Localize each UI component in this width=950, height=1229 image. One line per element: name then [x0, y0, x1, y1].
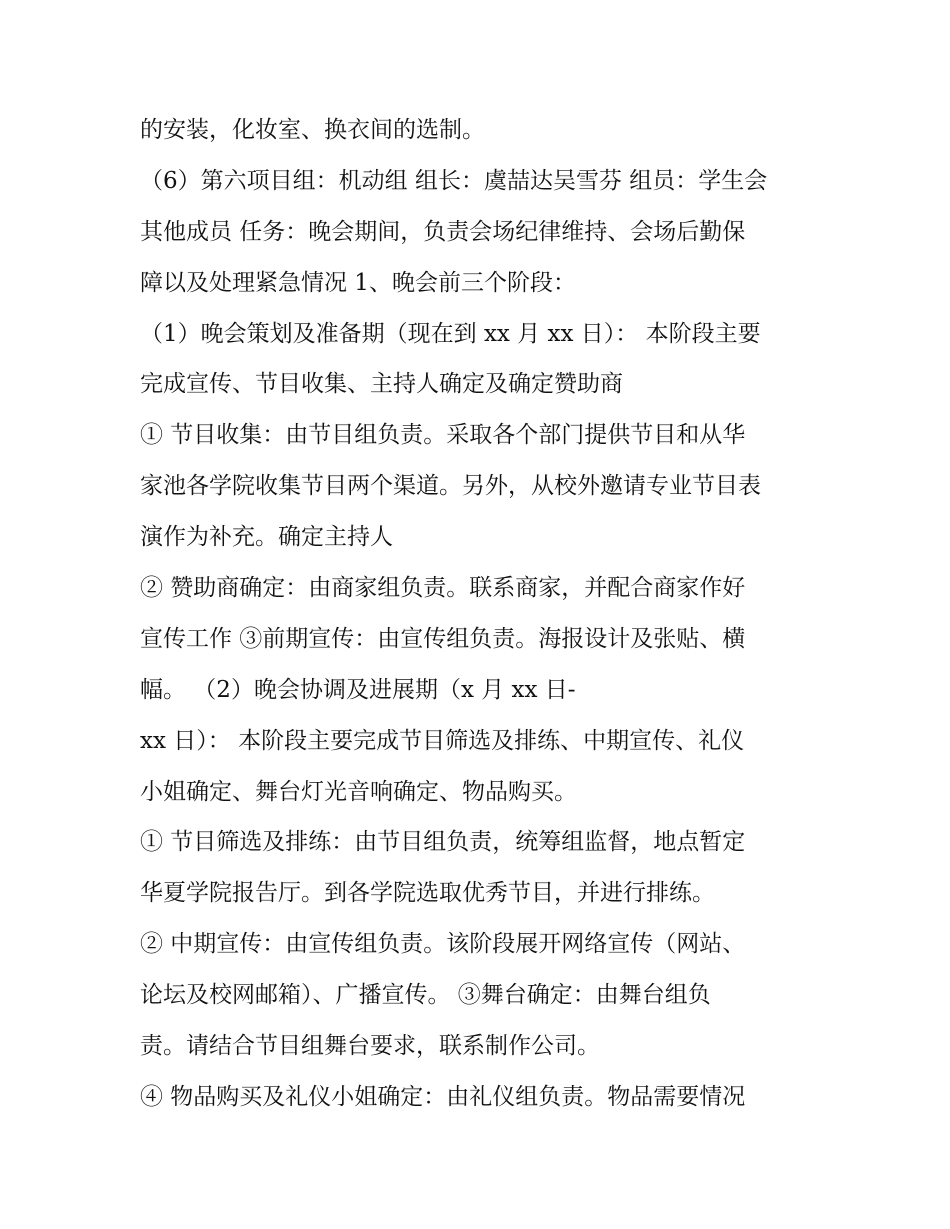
text-line: （1）晚会策划及准备期（现在到 xx 月 xx 日）： 本阶段主要 [140, 320, 761, 347]
text-line: 幅。 （2）晚会协调及进展期（x 月 xx 日- [140, 676, 576, 703]
text-line: 家池各学院收集节目两个渠道。另外，从校外邀请专业节目表 [140, 473, 761, 500]
text-line: 演作为补充。确定主持人 [140, 524, 393, 551]
text-line: 完成宣传、节目收集、主持人确定及确定赞助商 [140, 371, 623, 398]
text-line: ④ 物品购买及礼仪小姐确定：由礼仪组负责。物品需要情况 [140, 1083, 746, 1110]
text-line: 论坛及校网邮箱）、广播宣传。 ③舞台确定：由舞台组负 [140, 982, 711, 1009]
text-line: 障以及处理紧急情况 1、晚会前三个阶段： [140, 269, 576, 296]
document-body [140, 107, 820, 1125]
text-line: 其他成员 任务：晚会期间，负责会场纪律维持、会场后勤保 [140, 218, 746, 245]
text-line: 的安装，化妆室、换衣间的选制。 [140, 117, 485, 143]
text-line: ① 节目收集：由节目组负责。采取各个部门提供节目和从华 [140, 422, 746, 449]
text-line: 小姐确定、舞台灯光音响确定、物品购买。 [140, 778, 577, 805]
text-line: 华夏学院报告厅。到各学院选取优秀节目，并进行排练。 [140, 880, 715, 907]
text-line: ② 赞助商确定：由商家组负责。联系商家，并配合商家作好 [140, 575, 746, 602]
text-line: ① 节目筛选及排练：由节目组负责，统筹组监督，地点暂定 [140, 829, 746, 856]
text-line: （6）第六项目组：机动组 组长：虞喆达吴雪芬 组员：学生会 [140, 167, 768, 194]
text-line: 宣传工作 ③前期宣传：由宣传组负责。海报设计及张贴、横 [140, 625, 746, 652]
text-line: ② 中期宣传：由宣传组负责。该阶段展开网络宣传（网站、 [140, 931, 746, 958]
text-line: 责。请结合节目组舞台要求，联系制作公司。 [140, 1033, 600, 1060]
text-line: xx 日）： 本阶段主要完成节目筛选及排练、中期宣传、礼仪 [140, 727, 745, 754]
